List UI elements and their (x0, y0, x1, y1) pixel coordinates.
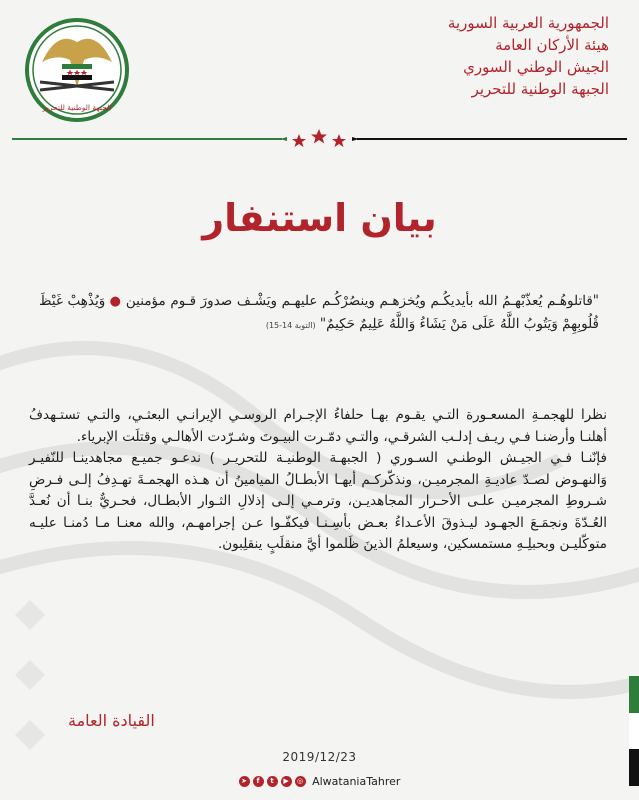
instagram-icon[interactable]: ◎ (295, 776, 306, 787)
social-icons (239, 776, 306, 787)
header-line-republic: الجمهورية العربية السورية (447, 14, 609, 32)
header-divider (12, 126, 627, 148)
header-line-front: الجبهة الوطنية للتحرير (471, 80, 609, 98)
logo-text: الجبهة الوطنية للتحرير (42, 103, 112, 112)
body-paragraph-1: نظرا للهجمـةِ المسعـورة التـي يقـوم بهـا حلفاءُ الإجـرام الروسـي الإيرانـي البعثـي، والتـي تستـهدفُ أهلنـا وأرضنـا فـي ريـف إدلـب الشرقـي، والتـي دمّـرت البيـوتَ وشـرّدت الأهالـي وقتلَت الإبرياء. (29, 407, 607, 445)
youtube-icon[interactable]: ▶ (281, 776, 292, 787)
header-institutions (309, 12, 609, 100)
facebook-icon[interactable]: f (253, 776, 264, 787)
twitter-icon[interactable]: t (267, 776, 278, 787)
telegram-icon[interactable]: ➤ (239, 776, 250, 787)
verse-reference: (التوبة 14-15) (265, 321, 316, 330)
flag-strip (629, 676, 639, 786)
header-line-general-staff: هيئة الأركان العامة (495, 36, 609, 54)
verse-line-2: وَيُذْهِبْ غَيْظَ قُلُوبِهِمْ وَيَتُوبُ اللَّهُ عَلَى مَنْ يَشَاءُ وَاللَّهُ عَلِيمٌ حَكِيمٌ" (39, 293, 599, 332)
social-handle[interactable]: AlwataniaTahrer (312, 774, 401, 788)
quran-verse (39, 290, 599, 337)
statement-body (29, 405, 607, 556)
verse-separator-dot: ● (105, 294, 122, 309)
footer-social (0, 774, 639, 800)
signature-general-command: القيادة العامة (68, 711, 155, 730)
body-paragraph-2: فإنّنـا فـي الجيـش الوطنـي السـوري ( الجبهـة الوطنيـة للتحريـر ) ندعـو جميـع مجاهدينـا للنّفيـر وَالنهـوض لصـدّ عاديـةِ المجرميـن، ونذكّركـم أيهـا الأبطـالُ الميامينُ أن هـذه الهجمـةَ تهـدِفُ إلـى فـرضِ شـروطِ المجرميـن علـى الأحـرار المجاهديـن، وترمـي إلـى إذلالِ الثـوار الأبطـال، فحـريٌّ بنـا أن نُعـدَّ العُـدّةَ ونجمَـعَ الجهـود ليـذوقَ الأعـداءُ بعـض بأسِـنـا فيكفّـوا عـن إجرامهـم، والله معنـا مـا دُمنـا عليـه متوكّليـن وبحبلِـهِ مستمسكين، وسيعلمُ الذينَ ظَلموا أيَّ منقلَبٍ ينقلِبون. (29, 450, 607, 552)
front-emblem-logo (22, 10, 132, 128)
statement-title: بيان استنفار (202, 196, 437, 240)
header-line-national-army: الجيش الوطني السوري (463, 58, 609, 76)
verse-line-1: "قاتلوهُـم يُعذّبْهـمُ الله بأيديكُـم ويُخزهـم وينصُرْكُـم عليهـم ويَشْـف صدورَ قـوم مؤمنين (125, 293, 599, 309)
three-stars-icon (292, 129, 346, 147)
statement-date: 2019/12/23 (282, 750, 357, 764)
